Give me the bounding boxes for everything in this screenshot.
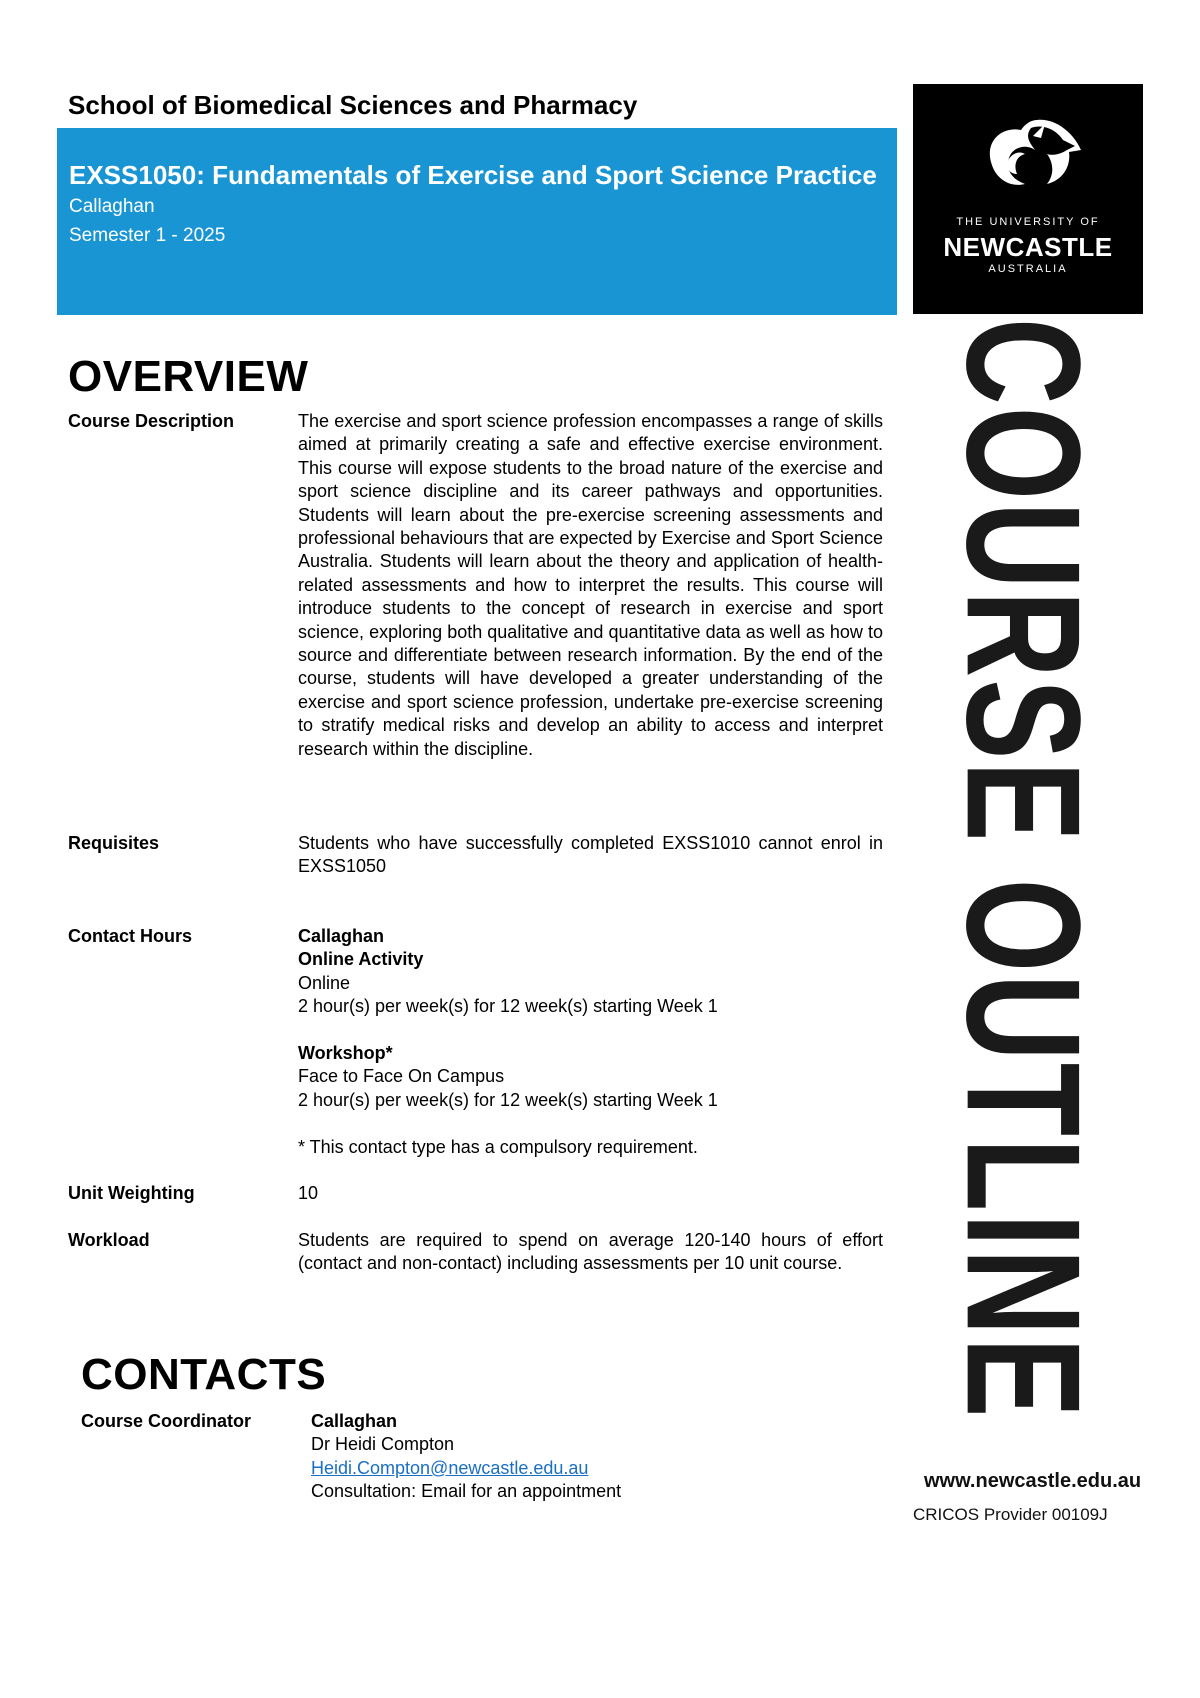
activity-1-mode: Online [298, 972, 351, 993]
coordinator-name: Dr Heidi Compton [311, 1434, 455, 1455]
workload-label: Workload [68, 1230, 150, 1250]
consultation-info: Consultation: Email for an appointment [311, 1481, 622, 1502]
course-coordinator-label: Course Coordinator [81, 1411, 252, 1431]
campus: Callaghan [69, 196, 155, 217]
requisites-label: Requisites [68, 833, 160, 853]
unit-weighting-label: Unit Weighting [68, 1183, 195, 1203]
contact-campus: Callaghan [298, 926, 385, 946]
course-outline-vertical-title: COURSE OUTLINE [932, 318, 1114, 1420]
overview-heading: OVERVIEW [68, 352, 309, 401]
activity-1-name: Online Activity [298, 949, 424, 970]
compulsory-note: * This contact type has a compulsory requirement. [298, 1136, 698, 1157]
contact-hours-value [298, 925, 883, 1159]
contact-hours-label: Contact Hours [68, 926, 193, 946]
logo-line-3: AUSTRALIA [988, 263, 1068, 275]
course-title: EXSS1050: Fundamentals of Exercise and Sport Science Practice [69, 160, 877, 190]
university-logo [913, 84, 1143, 314]
coordinator-campus: Callaghan [311, 1411, 398, 1431]
school-name: School of Biomedical Sciences and Pharmacy [68, 90, 638, 120]
activity-2-name: Workshop* [298, 1043, 393, 1064]
cricos-provider: CRICOS Provider 00109J [913, 1505, 1108, 1524]
semester: Semester 1 - 2025 [69, 225, 226, 246]
logo-line-1: THE UNIVERSITY OF [956, 216, 1100, 228]
course-coordinator-value [311, 1410, 871, 1504]
course-description-text: The exercise and sport science profession encompasses a range of skills aimed at primarily creating a safe and effective exercise environment. This course will expose students to the broad nature of the exercise and sport science discipline and its career pathways and opportunities. Students will learn about the pre-exercise screening assessments and professional behaviours that are expected by Exercise and Sport Science Australia. Students will learn about the theory and application of health-related assessments and how to interpret the results. This course will introduce students to the concept of research in exercise and sport science, exploring both qualitative and quantitative data as well as how to source and differentiate between research information. By the end of the course, students will have developed a greater understanding of the exercise and sport science profession, undertake pre-exercise screening to stratify medical risks and develop an ability to access and interpret research within the discipline. [298, 411, 883, 759]
requisites-text: Students who have successfully completed EXSS1010 cannot enrol in EXSS1050 [298, 833, 883, 877]
unit-weighting-value: 10 [298, 1183, 319, 1203]
activity-2-hours: 2 hour(s) per week(s) for 12 week(s) starting Week 1 [298, 1089, 718, 1110]
activity-1-hours: 2 hour(s) per week(s) for 12 week(s) starting Week 1 [298, 996, 718, 1017]
workload-text: Students are required to spend on average 120-140 hours of effort (contact and non-contact) including assessments per 10 unit course. [298, 1230, 883, 1274]
course-description-label: Course Description [68, 411, 235, 431]
course-banner [57, 128, 897, 315]
website-link[interactable]: www.newcastle.edu.au [924, 1470, 1142, 1492]
activity-2-mode: Face to Face On Campus [298, 1066, 505, 1087]
contacts-heading: CONTACTS [81, 1350, 327, 1399]
coordinator-email-link[interactable]: Heidi.Compton@newcastle.edu.au [311, 1457, 589, 1478]
logo-line-2: NEWCASTLE [943, 232, 1113, 262]
seahorse-logo-icon [913, 84, 1143, 214]
